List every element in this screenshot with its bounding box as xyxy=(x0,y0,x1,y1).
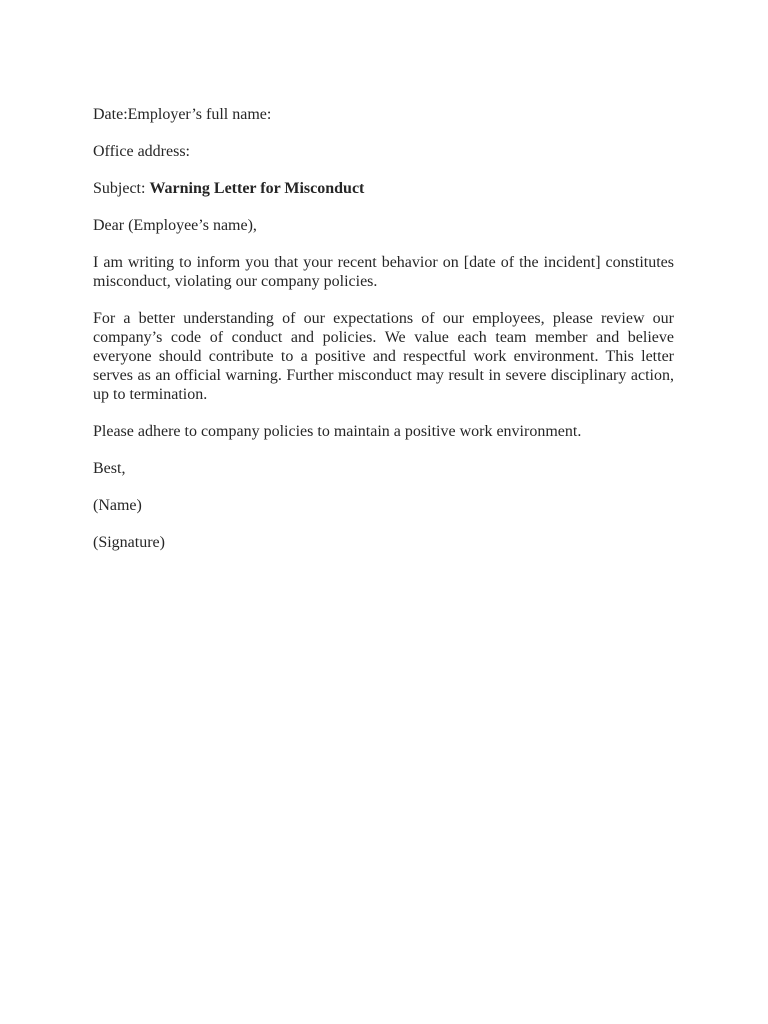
date-and-employer-line: Date:Employer’s full name: xyxy=(93,106,272,123)
name-placeholder: (Name) xyxy=(93,497,142,514)
salutation: Dear (Employee’s name), xyxy=(93,217,257,234)
policy-adherence-paragraph: Please adhere to company policies to maintain a positive work environment. xyxy=(93,423,582,440)
incident-paragraph: I am writing to inform you that your recent behavior on [date of the incident] constitutes misconduct, violating our company policies. xyxy=(93,254,674,290)
subject-label: Subject: xyxy=(93,180,150,197)
office-address-line: Office address: xyxy=(93,143,190,160)
expectations-paragraph: For a better understanding of our expectations of our employees, please review our company’s code of conduct and policies. We value each team member and believe everyone should contribute to a positive and respectful work environment. This letter serves as an official warning. Further misconduct may result in severe disciplinary action, up to termination. xyxy=(93,310,674,403)
signature-placeholder: (Signature) xyxy=(93,534,165,551)
subject-line xyxy=(93,179,674,198)
warning-letter xyxy=(93,105,674,570)
closing: Best, xyxy=(93,460,126,477)
subject-title: Warning Letter for Misconduct xyxy=(149,180,365,197)
